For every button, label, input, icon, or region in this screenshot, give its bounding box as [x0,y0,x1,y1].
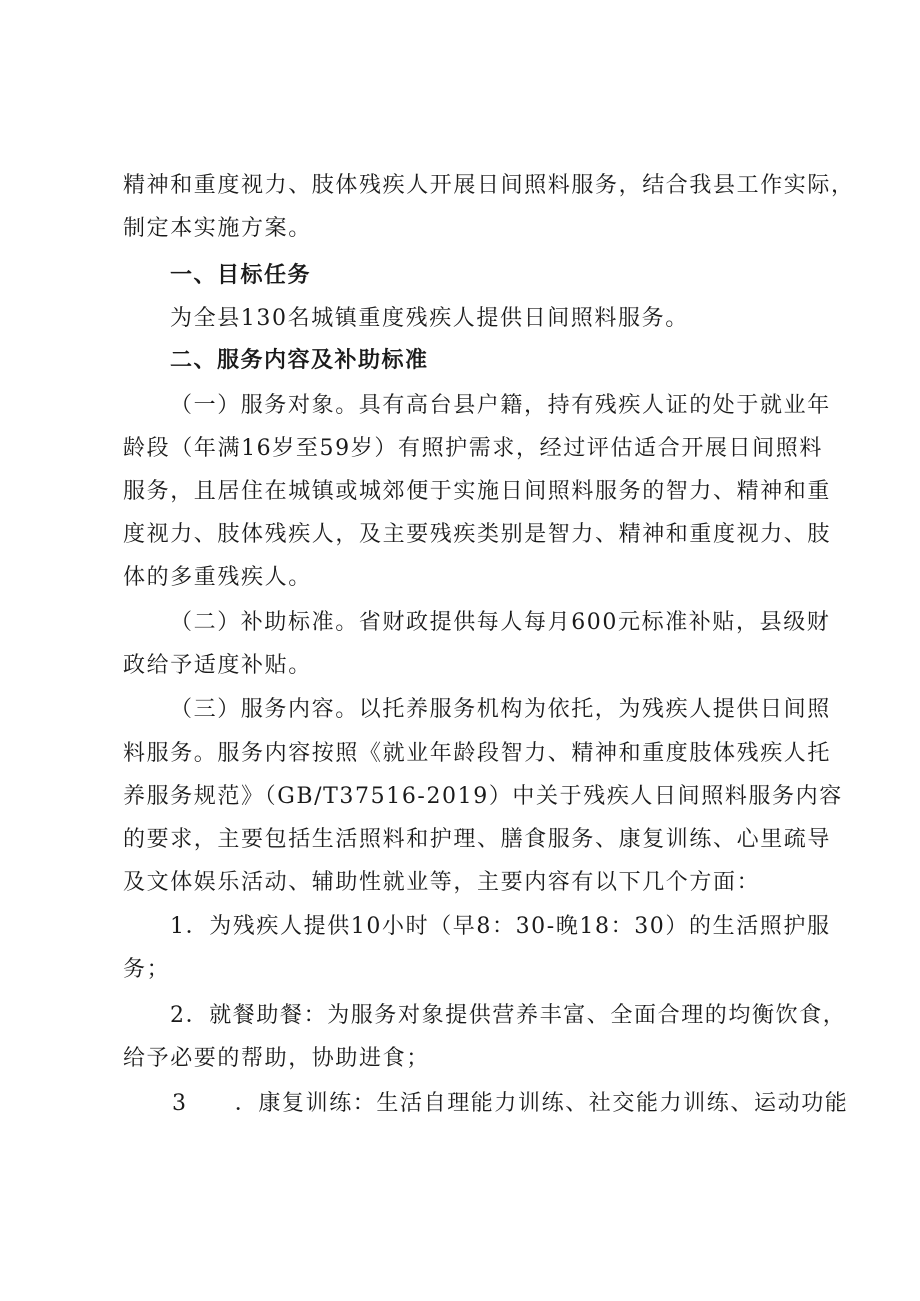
paragraph-line: 养服务规范》（GB/T37516-2019）中关于残疾人日间照料服务内容 [123,784,843,809]
paragraph-line: 体的多重残疾人。 [123,565,312,590]
paragraph-line: 务； [123,957,171,982]
list-item-2: 2．就餐助餐：为服务对象提供营养丰富、全面合理的均衡饮食， [170,1003,847,1028]
paragraph-line: 服务，且居住在城镇或城郊便于实施日间照料服务的智力、精神和重 [123,479,832,504]
section-heading-services: 二、服务内容及补助标准 [170,348,429,373]
paragraph-line: 为全县130名城镇重度残疾人提供日间照料服务。 [170,306,689,331]
paragraph-line: 料服务。服务内容按照《就业年龄段智力、精神和重度肢体残疾人托 [123,741,832,766]
list-item-1: 1．为残疾人提供10小时（早8：30-晚18：30）的生活照护服 [170,914,831,939]
list-item-3: 3 ．康复训练：生活自理能力训练、社交能力训练、运动功能 [172,1091,849,1116]
paragraph-line: （三）服务内容。以托养服务机构为依托，为残疾人提供日间照 [170,697,831,722]
paragraph-line: 的要求，主要包括生活照料和护理、膳食服务、康复训练、心里疏导 [123,827,832,852]
paragraph-line: 制定本实施方案。 [123,216,312,241]
paragraph-line: 给予必要的帮助，协助进食； [123,1046,430,1071]
paragraph-line: 精神和重度视力、肢体残疾人开展日间照料服务，结合我县工作实际， [123,173,855,198]
paragraph-line: 龄段（年满16岁至59岁）有照护需求，经过评估适合开展日间照料 [123,436,823,461]
paragraph-line: 度视力、肢体残疾人，及主要残疾类别是智力、精神和重度视力、肢 [123,522,832,547]
paragraph-line: （二）补助标准。省财政提供每人每月600元标准补贴，县级财 [170,610,831,635]
paragraph-line: 及文体娱乐活动、辅助性就业等，主要内容有以下几个方面： [123,870,761,895]
paragraph-line: （一）服务对象。具有高台县户籍，持有残疾人证的处于就业年 [170,393,831,418]
paragraph-line: 政给予适度补贴。 [123,653,312,678]
section-heading-goals: 一、目标任务 [170,263,312,288]
